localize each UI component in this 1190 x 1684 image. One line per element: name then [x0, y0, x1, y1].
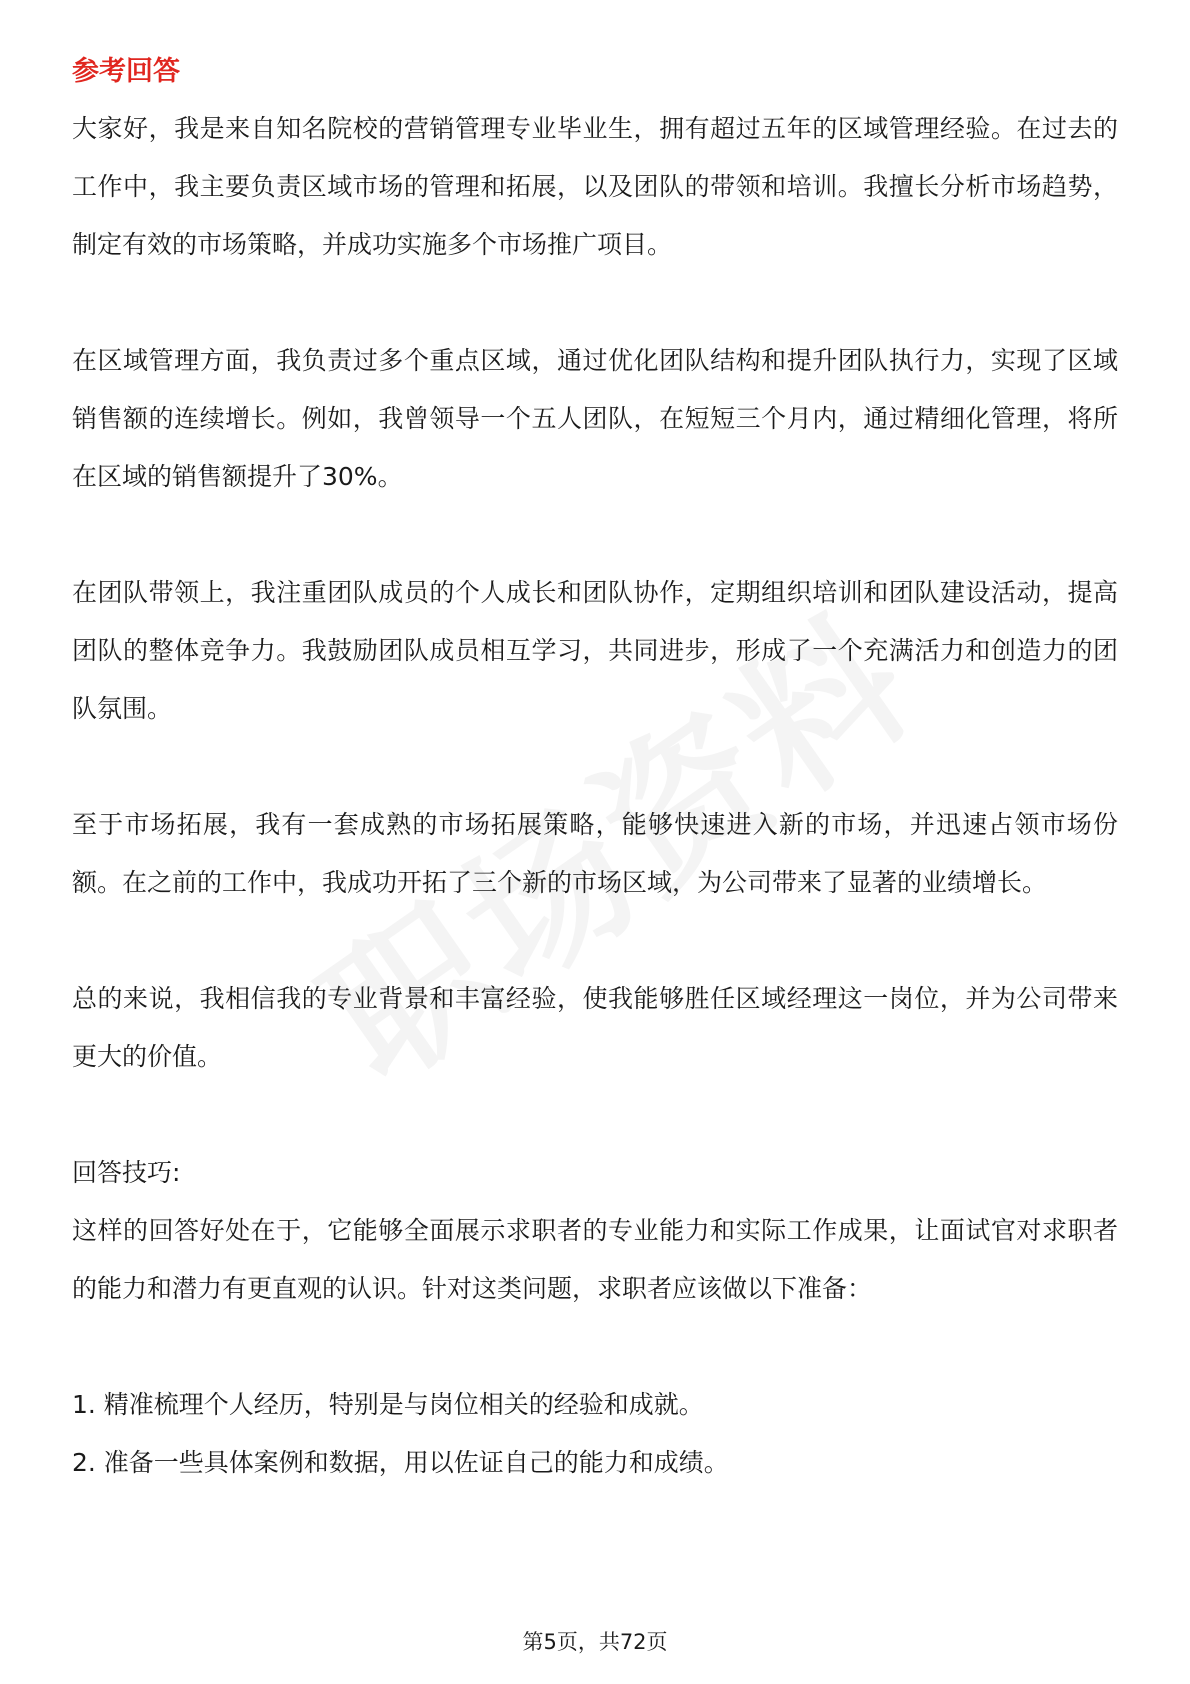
paragraph-gap: [72, 274, 1118, 332]
paragraph-regional-management: 在区域管理方面，我负责过多个重点区域，通过优化团队结构和提升团队执行力，实现了区域销售额的连续增长。例如，我曾领导一个五人团队，在短短三个月内，通过精细化管理，将所在区域的销售额提升了30%。: [72, 346, 1118, 491]
document-content: [72, 48, 1118, 1492]
tips-title: 回答技巧:: [72, 1158, 181, 1187]
paragraph-team-leadership: 在团队带领上，我注重团队成员的个人成长和团队协作，定期组织培训和团队建设活动，提高团队的整体竞争力。我鼓励团队成员相互学习，共同进步，形成了一个充满活力和创造力的团队氛围。: [72, 578, 1118, 723]
paragraph-gap: [72, 912, 1118, 970]
paragraph-gap: [72, 738, 1118, 796]
section-heading: 参考回答: [72, 56, 180, 87]
paragraph-summary: 总的来说，我相信我的专业背景和丰富经验，使我能够胜任区域经理这一岗位，并为公司带来更大的价值。: [72, 984, 1118, 1071]
paragraph-gap: [72, 506, 1118, 564]
page-number: 第5页，共72页: [522, 1630, 668, 1654]
paragraph-gap: [72, 1318, 1118, 1376]
list-item: 2. 准备一些具体案例和数据，用以佐证自己的能力和成绩。: [72, 1448, 729, 1477]
paragraph-gap: [72, 1086, 1118, 1144]
paragraph-market-expansion: 至于市场拓展，我有一套成熟的市场拓展策略，能够快速进入新的市场，并迅速占领市场份额。在之前的工作中，我成功开拓了三个新的市场区域，为公司带来了显著的业绩增长。: [72, 810, 1118, 897]
list-item: 1. 精准梳理个人经历，特别是与岗位相关的经验和成就。: [72, 1390, 704, 1419]
tips-body: 这样的回答好处在于，它能够全面展示求职者的专业能力和实际工作成果，让面试官对求职者的能力和潜力有更直观的认识。针对这类问题，求职者应该做以下准备：: [72, 1216, 1118, 1303]
paragraph-intro: 大家好，我是来自知名院校的营销管理专业毕业生，拥有超过五年的区域管理经验。在过去的工作中，我主要负责区域市场的管理和拓展，以及团队的带领和培训。我擅长分析市场趋势，制定有效的市场策略，并成功实施多个市场推广项目。: [72, 114, 1118, 259]
